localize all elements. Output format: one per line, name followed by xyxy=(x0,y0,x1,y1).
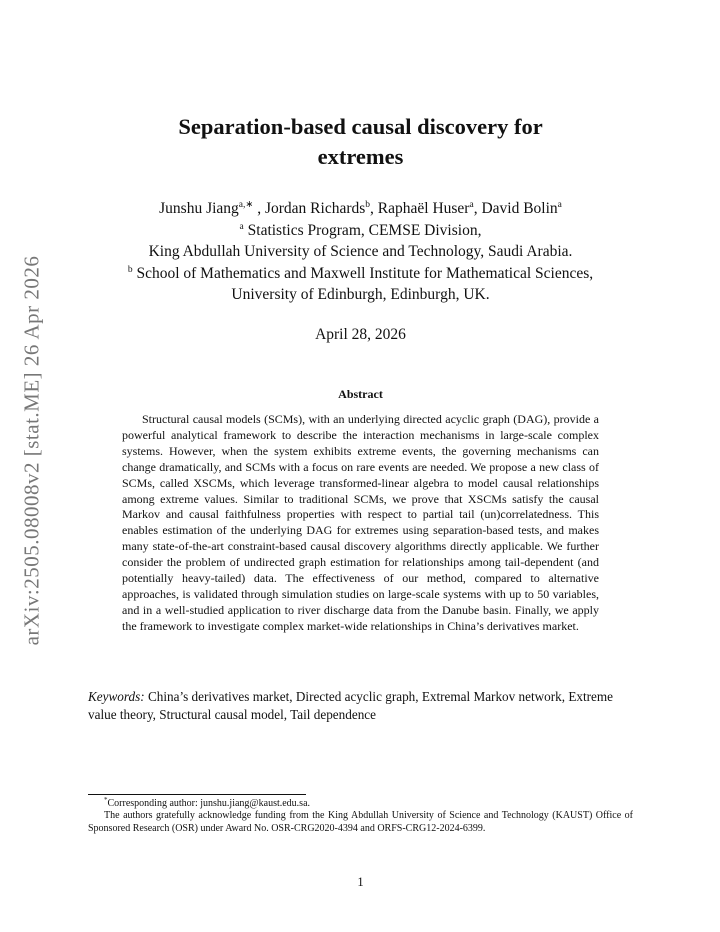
publication-date: April 28, 2026 xyxy=(315,326,406,343)
keywords-text: China’s derivatives market, Directed acyclic graph, Extremal Markov network, Extreme value theory, Structural causal model, Tail dependence xyxy=(88,689,614,722)
paper-title xyxy=(88,112,633,172)
author-name: Jordan Richards xyxy=(264,200,366,217)
affiliation-a-line-2: King Abdullah University of Science and Technology, Saudi Arabia. xyxy=(148,243,573,260)
author-name: David Bolin xyxy=(481,200,558,217)
footnote-marker: * xyxy=(104,796,108,804)
affiliation-b-line-2: University of Edinburgh, Edinburgh, UK. xyxy=(231,286,490,303)
author-name: Raphaël Huser xyxy=(377,200,470,217)
footnote-corresponding-author xyxy=(88,798,633,810)
author-affiliation-marker: a xyxy=(469,200,474,210)
paper-page xyxy=(88,0,633,932)
author-list: Junshu Jiang$^{a,∗}$ , Jordan Richards$^b$, Raphaël Huser$^a$, David Bolin$^a$ xyxy=(159,200,562,217)
arxiv-identifier: arXiv:2505.08008v2 [stat.ME] 26 Apr 2026 xyxy=(19,255,44,645)
footnote-funding: The authors gratefully acknowledge funding from the King Abdullah University of Science and Technology (KAUST) Office of Sponsored Research (OSR) under Award No. OSR-CRG2020-4394 and ORFS-CRG12-2024-6399. xyxy=(88,810,633,834)
footnote-corresponding-text: Corresponding author: junshu.jiang@kaust.edu.sa. xyxy=(107,798,311,809)
affiliation-b-line-1 xyxy=(88,263,633,285)
page-number: 1 xyxy=(357,875,364,889)
author-block xyxy=(88,198,633,306)
affiliation-b-text: School of Mathematics and Maxwell Institute for Mathematical Sciences, xyxy=(136,264,594,282)
keywords-label: Keywords: xyxy=(88,689,145,704)
author-affiliation-marker: a xyxy=(557,200,562,210)
author-affiliation-marker: b xyxy=(365,200,371,210)
arxiv-identifier-stamp xyxy=(14,250,50,650)
affiliation-a-marker: a xyxy=(239,221,244,232)
abstract-heading: Abstract xyxy=(338,387,383,401)
title-line-1: Separation-based causal discovery for xyxy=(178,114,543,139)
author-affiliation-marker: a,∗ xyxy=(238,200,254,210)
abstract-body: Structural causal models (SCMs), with an underlying directed acyclic graph (DAG), provide a powerful analytical framework to describe the interaction mechanisms in large-scale complex systems. However, when the system exhibits extreme events, the governing mechanisms can change dramatically, and SCMs with a focus on rare events are needed. We propose a new class of SCMs, called XSCMs, which leverage transformed-linear algebra to model causal relationships among extreme values. Similar to traditional SCMs, we prove that XSCMs satisfy the causal Markov and causal faithfulness properties with respect to partial tail (un)correlatedness. This enables estimation of the underlying DAG for extremes using separation-based tests, and makes many state-of-the-art constraint-based causal discovery algorithms directly applicable. We further consider the problem of undirected graph estimation for relationships among tail-dependent (and potentially heavy-tailed) data. The effectiveness of our method, compared to alternative approaches, is validated through simulation studies on large-scale systems with up to 50 variables, and in a well-studied application to river discharge data from the Danube basin. Finally, we apply the framework to investigate complex market-wide relationships in China’s derivatives market. xyxy=(122,412,599,633)
affiliation-a-text: Statistics Program, CEMSE Division, xyxy=(247,221,482,239)
author-name: Junshu Jiang xyxy=(159,200,239,217)
footnotes xyxy=(88,798,633,835)
affiliation-a-line-1 xyxy=(88,220,633,242)
title-line-2: extremes xyxy=(317,144,404,169)
keywords xyxy=(88,688,633,724)
affiliation-b-marker: b xyxy=(127,264,133,275)
footnote-divider xyxy=(88,794,306,795)
